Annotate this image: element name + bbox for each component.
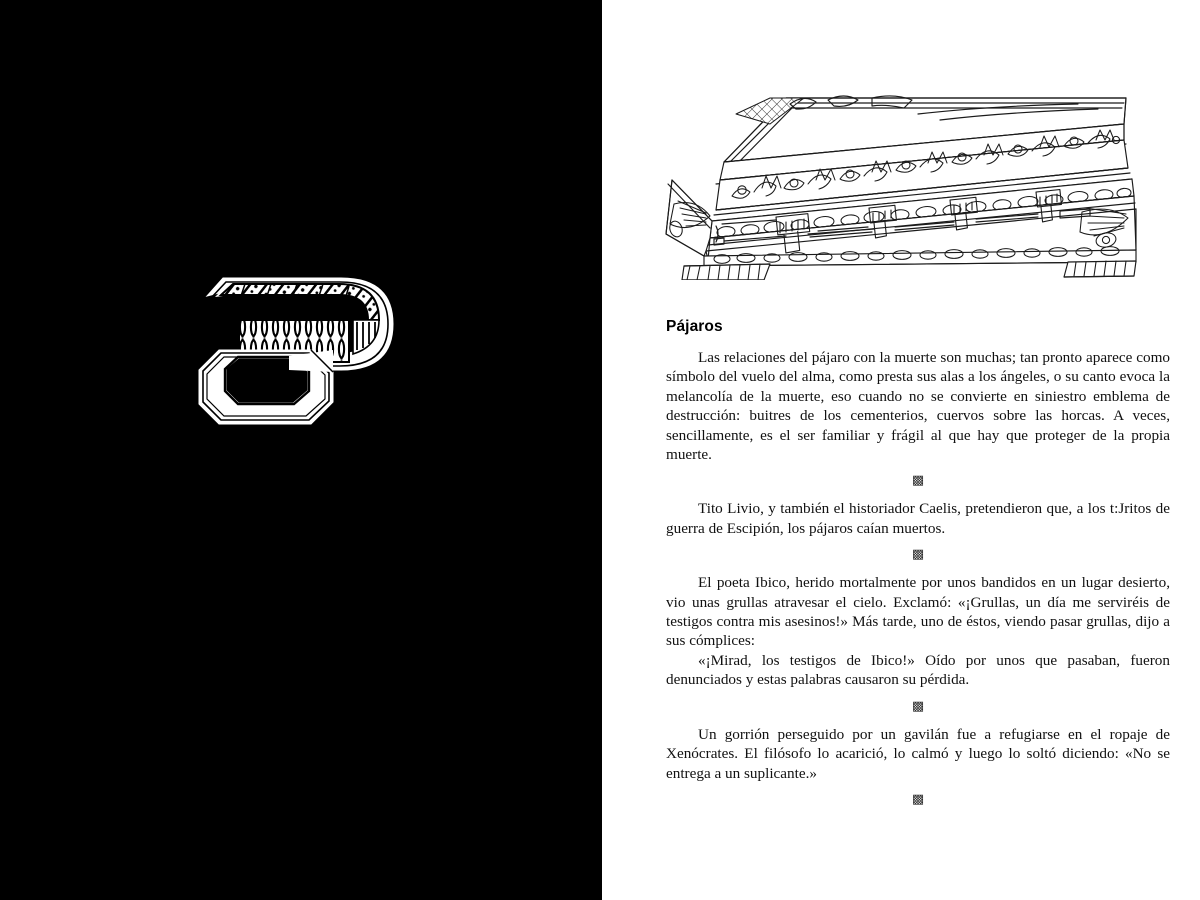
lattice-square-icon: ▩ xyxy=(911,473,925,489)
paragraph-5: Un gorrión perseguido por un gavilán fue a refugiarse en el ropaje de Xenócrates. El filósofo lo acarició, lo calmó y luego lo soltó diciendo: «No se entrega a un suplicante.» xyxy=(666,725,1170,782)
lattice-square-icon: ▩ xyxy=(911,547,925,563)
ornament-divider-2 xyxy=(666,547,1170,562)
ornamental-dropcap-p xyxy=(193,250,403,428)
paragraph-3: El poeta Ibico, herido mortalmente por unos bandidos en un lugar desierto, vio unas grullas atravesar el cielo. Exclamó: «¡Grullas, un día me serviréis de testigos contra mis asesinos!» Más tarde, uno de éstos, viendo pasar grullas, dijo a sus cómplices: xyxy=(666,574,1170,650)
paragraph-2: Tito Livio, y también el historiador Caelis, pretendieron que, a los t:Jritos de guerra de Escipión, los pájaros caían muertos. xyxy=(666,500,1170,537)
sarcophagus-illustration xyxy=(658,84,1158,280)
paragraph-1: Las relaciones del pájaro con la muerte son muchas; tan pronto aparece como símbolo del vuelo del alma, como presta sus alas a los ángeles, o su canto evoca la melancolía de la muerte, eso cuando no se convierte en siniestro emblema de destrucción: buitres de los cementerios, cuervos sobre las horcas. A veces, sencillamente, es el ser familiar y frágil al que hay que proteger de la propia muerte. xyxy=(666,349,1170,464)
right-page-white xyxy=(602,0,1200,900)
text-column xyxy=(666,318,1170,818)
paragraph-4: «¡Mirad, los testigos de Ibico!» Oído por unos que pasaban, fueron denunciados y estas palabras causaron su pérdida. xyxy=(666,651,1170,689)
ornament-divider-4 xyxy=(666,792,1170,807)
ornament-divider-3 xyxy=(666,699,1170,714)
lattice-square-icon: ▩ xyxy=(911,698,925,714)
lattice-square-icon: ▩ xyxy=(911,791,925,807)
ornament-divider-1 xyxy=(666,473,1170,488)
page-title: Pájaros xyxy=(666,318,723,335)
